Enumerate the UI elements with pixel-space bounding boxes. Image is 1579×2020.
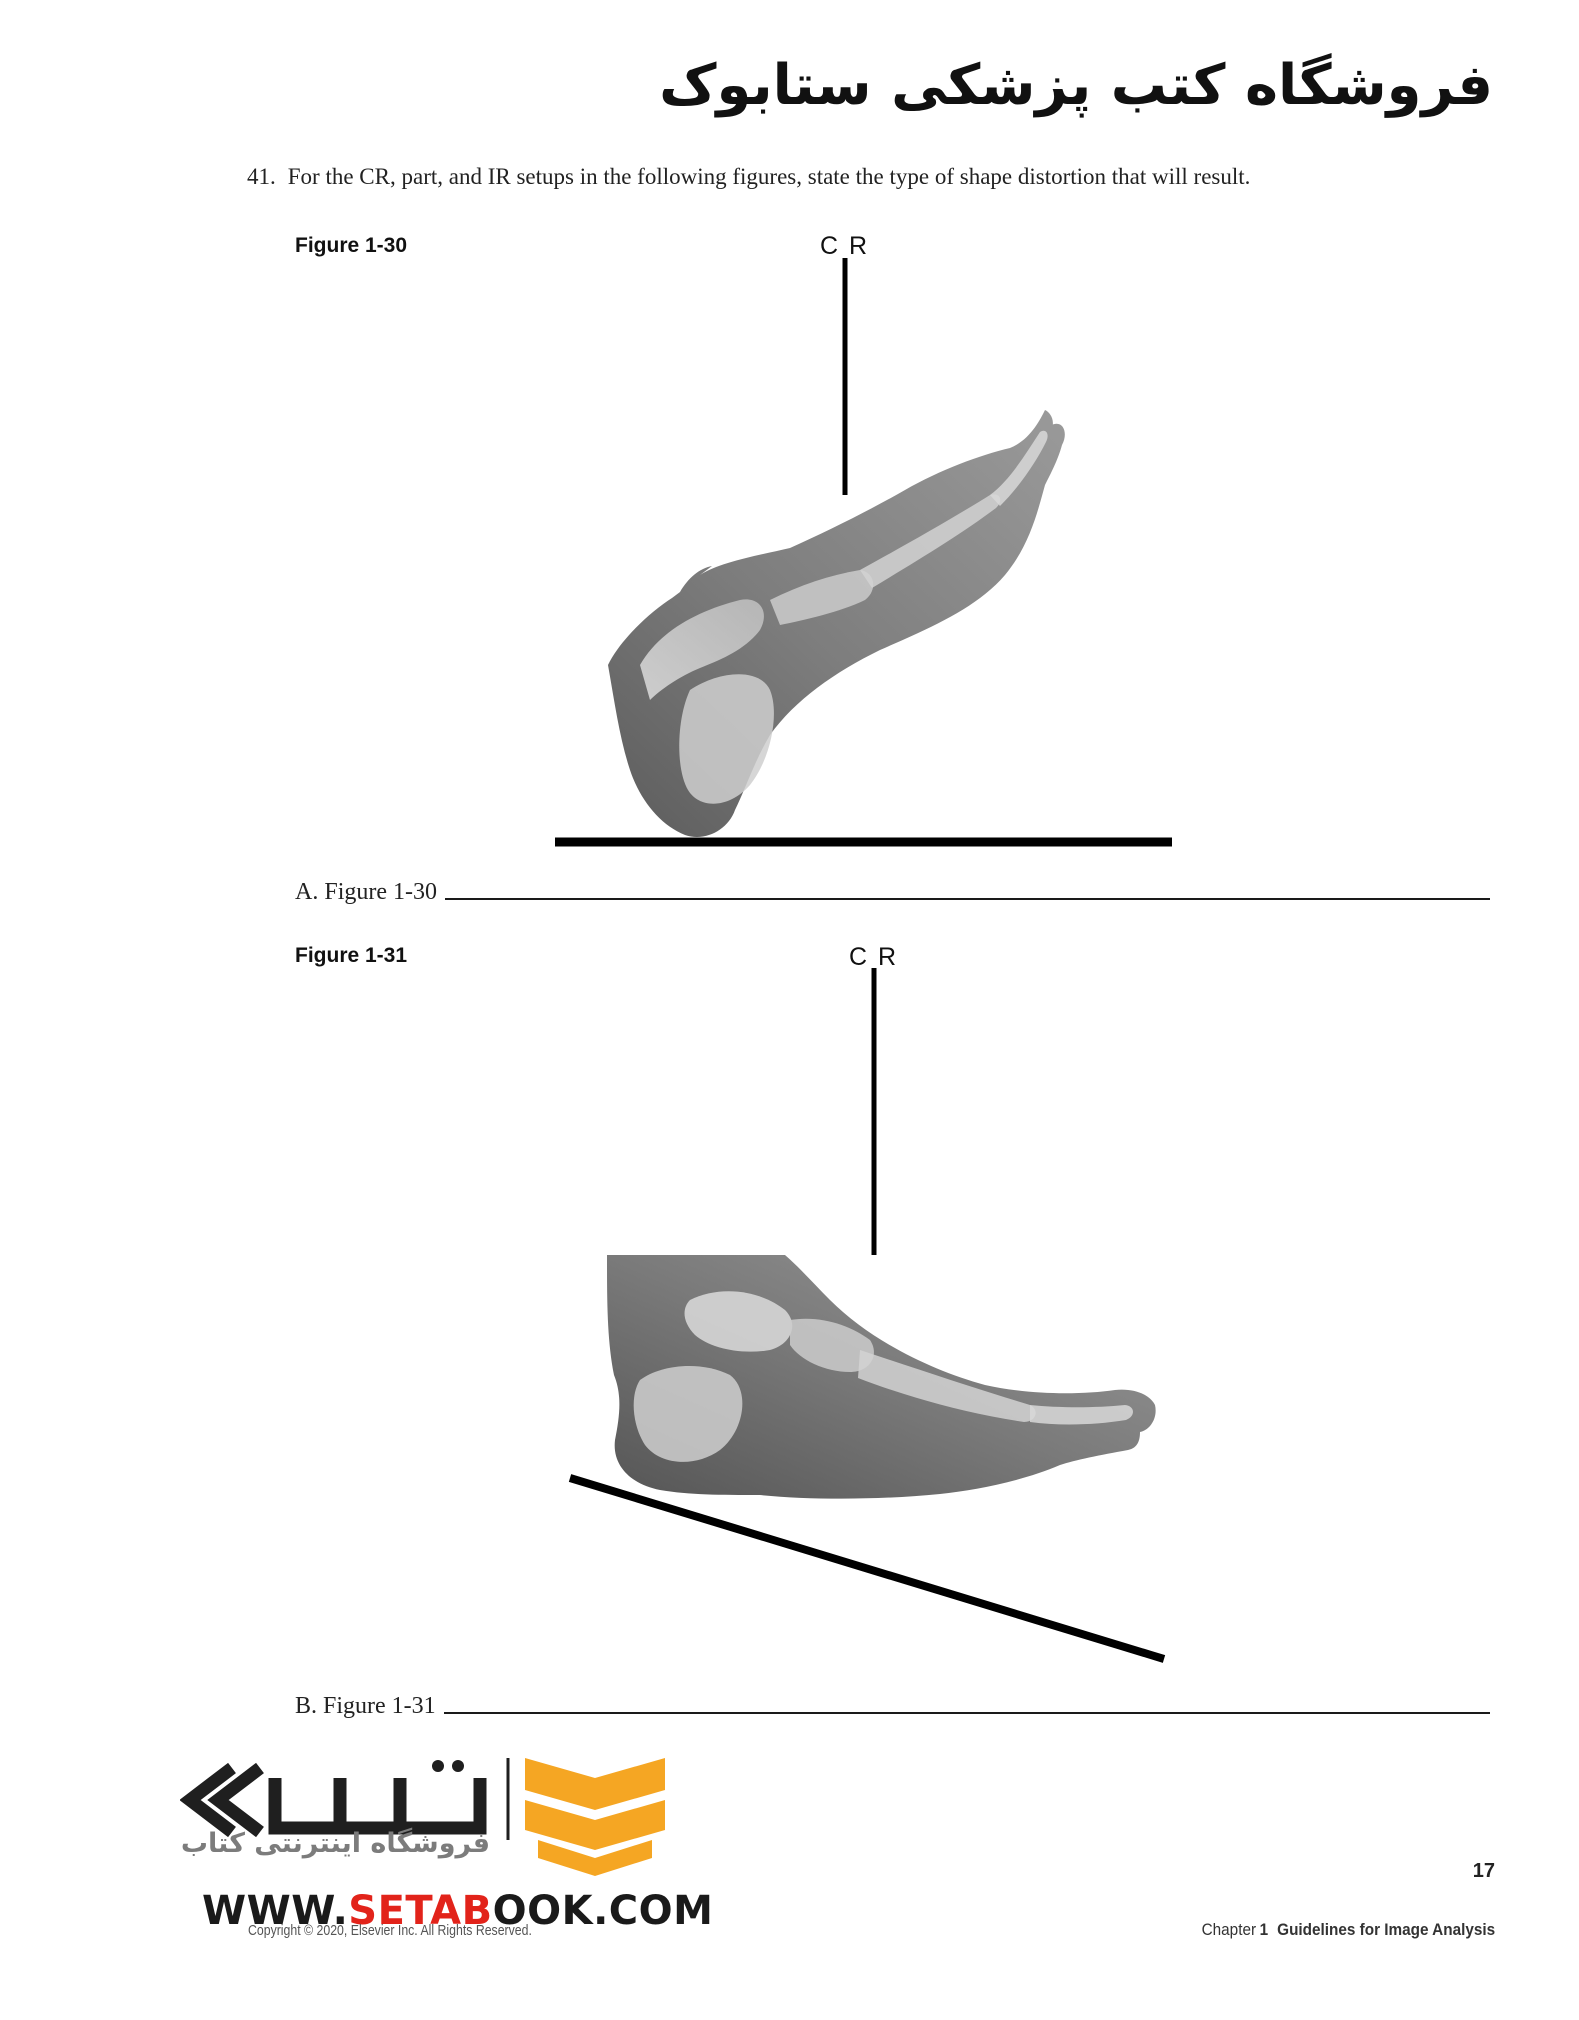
logo-lettermark-icon <box>275 1778 480 1828</box>
figure-1-31-label: Figure 1-31 <box>295 944 408 967</box>
answer-b-figure: Figure 1-31 <box>323 1693 436 1719</box>
chapter-word: Chapter <box>1201 1920 1256 1939</box>
answer-b-blank-line[interactable] <box>444 1711 1490 1714</box>
figure-1-30-label: Figure 1-30 <box>295 234 408 257</box>
chapter-number: 1 <box>1259 1920 1269 1939</box>
logo-book-top-icon <box>525 1758 665 1810</box>
page-number: 17 <box>1472 1860 1495 1882</box>
copyright-notice: Copyright © 2020, Elsevier Inc. All Rights Reserved. <box>248 1922 532 1939</box>
figure-1-30-cr-label: C R <box>820 232 870 260</box>
logo-dot-icon <box>432 1760 444 1772</box>
chapter-footer <box>1201 1920 1495 1940</box>
figure-1-31-ir-line <box>570 1478 1164 1659</box>
answer-a-prefix: A. <box>295 879 319 905</box>
website-url-part-3: OOK.COM <box>492 1888 714 1934</box>
answer-a-figure: Figure 1-30 <box>324 879 437 905</box>
logo-persian-subtitle: فروشگاه اینترنتی کتاب <box>180 1828 490 1859</box>
website-url-part-1: WWW. <box>202 1888 349 1934</box>
question-number: 41. <box>247 164 276 189</box>
answer-b-prefix: B. <box>295 1693 318 1719</box>
figure-1-31-cr-label: C R <box>849 943 899 971</box>
answer-b-row <box>295 1688 1490 1720</box>
website-url-accent-1: SETA <box>348 1888 462 1934</box>
website-url-accent-2: B <box>461 1888 493 1934</box>
chapter-title: Guidelines for Image Analysis <box>1277 1920 1495 1939</box>
logo-dot-2-icon <box>452 1760 464 1772</box>
question-text: For the CR, part, and IR setups in the following figures, state the type of shape distortion that will result. <box>287 164 1251 189</box>
header-store-title: فروشگاه کتب پزشکی ستابوک <box>659 53 1493 118</box>
